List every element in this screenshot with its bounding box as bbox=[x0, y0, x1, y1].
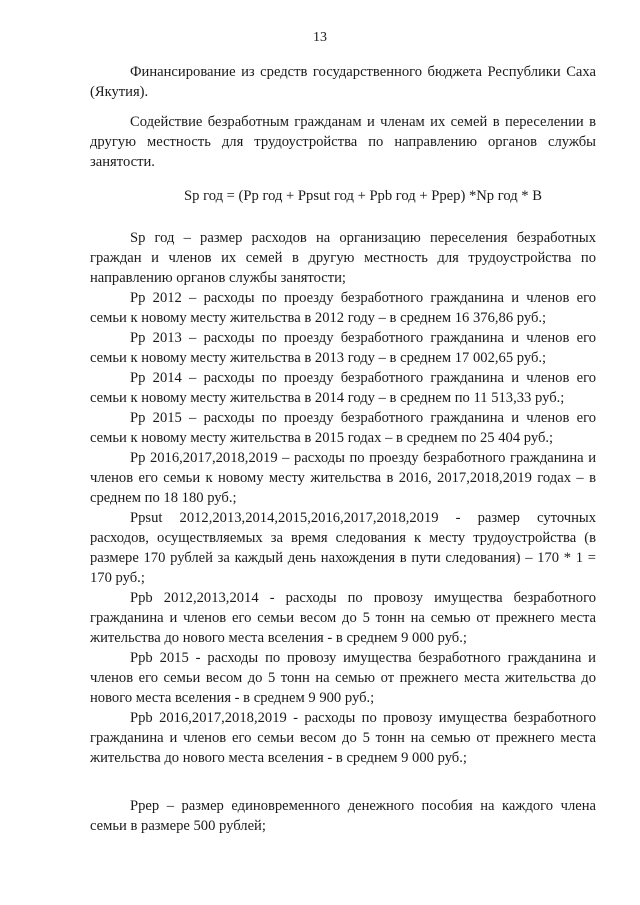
page-number: 13 bbox=[313, 30, 327, 45]
formula: Sр год = (Рр год + Рpsut год + Рpb год + Рpep) *Np год * B bbox=[184, 188, 542, 204]
definition-pp-2012: Рр 2012 – расходы по проезду безработного гражданина и членов его семьи к новому месту жительства в 2012 году – в среднем 16 376,86 руб.; bbox=[90, 290, 596, 326]
definition-pp-2014: Рр 2014 – расходы по проезду безработного гражданина и членов его семьи к новому месту жительства в 2014 году – в среднем по 11 513,33 руб.; bbox=[90, 370, 596, 406]
definition-sp: Sр год – размер расходов на организацию переселения безработных граждан и членов их семей в другую местность для трудоустройства по направлению органов службы занятости; bbox=[90, 230, 596, 286]
definition-pp-2013: Рр 2013 – расходы по проезду безработного гражданина и членов его семьи к новому месту жительства в 2013 году – в среднем 17 002,65 руб.; bbox=[90, 330, 596, 366]
definition-pp-2015: Рр 2015 – расходы по проезду безработного гражданина и членов его семьи к новому месту жительства в 2015 годах – в среднем по 25 404 руб.; bbox=[90, 410, 596, 446]
paragraph-funding: Финансирование из средств государственного бюджета Республики Саха (Якутия). bbox=[90, 64, 596, 100]
definition-ppb-2016-2019: Рpb 2016,2017,2018,2019 - расходы по провозу имущества безработного гражданина и членов его семьи весом до 5 тонн на семью от прежнего места жительства до нового места вселения - в среднем 9 000 руб.; bbox=[90, 710, 596, 766]
definition-ppb-2015: Рpb 2015 - расходы по провозу имущества безработного гражданина и членов его семьи весом до 5 тонн на семью от прежнего места жительства до нового места вселения - в среднем 9 900 руб.; bbox=[90, 650, 596, 706]
document-body bbox=[90, 62, 596, 836]
paragraph-resettlement: Содействие безработным гражданам и членам их семей в переселении в другую местность для трудоустройства по направлению органов службы занятости. bbox=[90, 114, 596, 170]
definition-ppsut: Рpsut 2012,2013,2014,2015,2016,2017,2018,2019 - размер суточных расходов, осуществляемых за время следования к месту трудоустройства (в размере 170 рублей за каждый день нахождения в пути следования) – 170 * 1 = 170 руб.; bbox=[90, 510, 596, 586]
definition-ppep: Рpep – размер единовременного денежного пособия на каждого члена семьи в размере 500 рублей; bbox=[90, 798, 596, 834]
definition-pp-2016-2019: Рр 2016,2017,2018,2019 – расходы по проезду безработного гражданина и членов его семьи к новому месту жительства в 2016, 2017,2018,2019 годах – в среднем по 18 180 руб.; bbox=[90, 450, 596, 506]
definition-ppb-2012-2014: Рpb 2012,2013,2014 - расходы по провозу имущества безработного гражданина и членов его семьи весом до 5 тонн на семью от прежнего места жительства до нового места вселения - в среднем 9 000 руб.; bbox=[90, 590, 596, 646]
